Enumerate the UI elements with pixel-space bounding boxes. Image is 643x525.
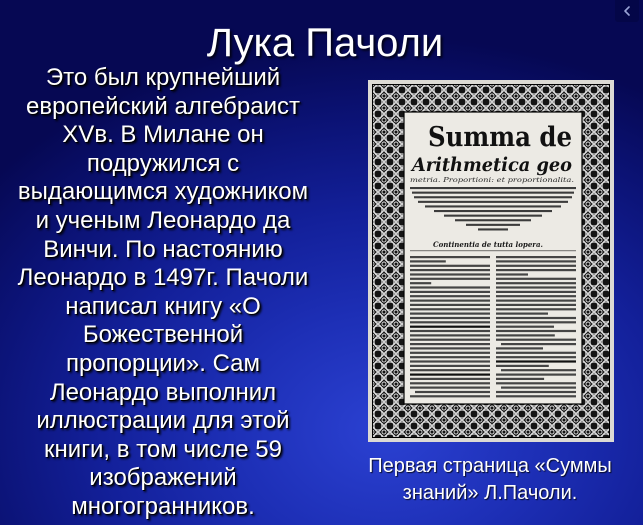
book-text-line <box>425 205 561 207</box>
body-text-line: изображений <box>89 464 237 492</box>
book-text-line <box>496 282 576 284</box>
book-text-line <box>410 282 431 284</box>
book-text-line <box>410 286 490 288</box>
book-text-line <box>410 343 490 345</box>
book-text-line <box>410 304 490 306</box>
book-text-line <box>501 387 576 389</box>
book-text-line <box>496 326 554 328</box>
book-text-line <box>410 291 490 293</box>
book-text-line <box>410 273 490 275</box>
caption-line: Первая страница «Суммы <box>368 455 612 477</box>
book-text-line <box>410 374 490 376</box>
book-text-line <box>496 273 528 275</box>
body-text-line: выдающимся художником <box>17 178 309 206</box>
book-subheading: metria. Proportioni: et proportionalita. <box>410 176 574 184</box>
book-text-line <box>415 391 490 393</box>
figure-caption <box>364 453 616 507</box>
book-text-line <box>496 334 555 336</box>
book-text-line <box>444 215 542 217</box>
book-text-line <box>410 326 490 328</box>
book-text-line <box>496 391 576 393</box>
book-text-line <box>410 300 490 302</box>
book-contents-heading: Continentia de tutta lopera. <box>433 240 544 249</box>
book-text-line <box>410 269 490 271</box>
book-text-line <box>410 352 490 354</box>
book-text-line <box>412 192 574 194</box>
book-text-line <box>410 360 490 362</box>
body-text-line: иллюстрации для этой <box>36 407 290 435</box>
body-text-line: Божественной <box>82 321 244 349</box>
book-text-line <box>410 382 490 384</box>
book-text-line <box>410 278 490 280</box>
book-text-line <box>496 291 576 293</box>
book-text-line <box>496 286 576 288</box>
book-text-line <box>496 330 576 332</box>
body-text-line: Это был крупнейший <box>45 64 281 91</box>
book-text-line <box>478 228 508 230</box>
body-text-line: Леонардо в 1497г. Пачоли <box>17 264 309 292</box>
book-text-line <box>496 265 576 267</box>
book-text-line <box>410 321 490 323</box>
book-text-line <box>410 365 490 367</box>
book-text-line <box>410 313 490 315</box>
chevron-left-icon <box>621 4 633 18</box>
book-text-line <box>496 395 576 397</box>
book-text-line <box>410 330 490 332</box>
book-text-line <box>410 295 490 297</box>
book-text-line <box>455 219 531 221</box>
book-text-line <box>496 321 576 323</box>
book-text-line <box>466 224 520 226</box>
book-text-line <box>414 196 572 198</box>
book-text-line <box>496 347 543 349</box>
body-text-line: Винчи. По настоянию <box>43 235 283 263</box>
book-text-line <box>410 395 490 397</box>
book-heading-line-1: Summa de <box>428 122 572 153</box>
body-text-line: XVв. В Милане он <box>62 121 264 149</box>
book-text-line <box>410 387 490 389</box>
body-text-line: европейский алгебраист <box>25 92 301 120</box>
book-text-line <box>410 260 446 262</box>
book-text-line <box>434 210 552 212</box>
book-text-line <box>410 265 490 267</box>
body-text-line: книги, в том числе 59 <box>44 435 282 463</box>
book-text-line <box>496 360 576 362</box>
book-text-line <box>410 308 490 310</box>
book-text-line <box>496 300 576 302</box>
book-text-line <box>496 339 576 341</box>
body-text-line: многогранников. <box>71 492 255 520</box>
book-text-line <box>418 201 568 203</box>
book-text-line <box>501 343 576 345</box>
body-text-line: подружился с <box>86 149 240 177</box>
book-text-line <box>410 369 490 371</box>
book-text-line <box>496 260 576 262</box>
book-text-line <box>496 356 576 358</box>
book-text-line <box>496 278 576 280</box>
book-text-line <box>496 352 576 354</box>
body-text-line: пропорции». Сам <box>65 349 261 377</box>
book-title-page-image <box>368 80 614 442</box>
book-text-line <box>496 304 576 306</box>
book-text-line <box>496 365 549 367</box>
body-text-line: и ученым Леонардо да <box>35 206 291 234</box>
book-text-line <box>410 339 490 341</box>
book-text-line <box>410 347 490 349</box>
book-text-line <box>410 356 490 358</box>
book-text-line <box>496 374 576 376</box>
book-text-line <box>410 378 490 380</box>
book-text-line <box>496 256 576 258</box>
book-heading-line-2: Arithmetica geo <box>410 154 573 176</box>
caption-line: знаний» Л.Пачоли. <box>402 482 578 504</box>
book-text-line <box>496 313 548 315</box>
book-text-line <box>496 308 576 310</box>
slide-body-text <box>0 64 326 522</box>
slide-title: Лука Пачоли <box>206 21 444 65</box>
book-text-line <box>496 295 576 297</box>
book-text-line <box>410 317 490 319</box>
book-text-line <box>501 369 576 371</box>
book-text-line <box>496 382 576 384</box>
book-text-line <box>496 317 576 319</box>
book-text-line <box>496 269 576 271</box>
book-text-line <box>410 256 490 258</box>
body-text-line: Леонардо выполнил <box>49 378 277 406</box>
book-text-line <box>496 378 544 380</box>
book-text-line <box>410 334 490 336</box>
body-text-line: написал книгу «О <box>65 292 261 320</box>
book-text-line <box>410 187 576 189</box>
